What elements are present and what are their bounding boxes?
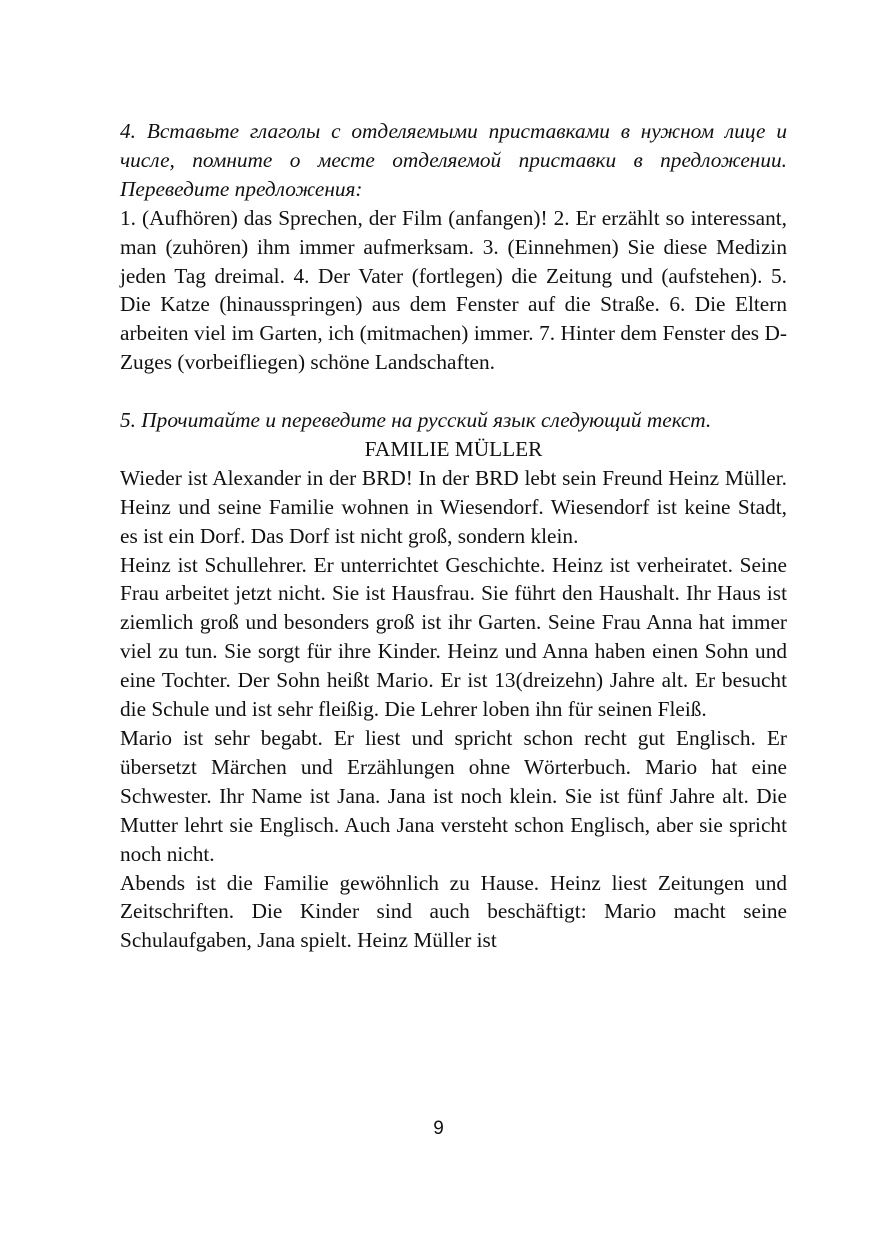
- section-spacer: [120, 377, 787, 406]
- text-paragraph: Abends ist die Familie gewöhnlich zu Hause. Heinz liest Zeitungen und Zeitschriften. Die Kinder sind auch beschäftigt: Mario macht seine Schulaufgaben, Jana spielt. Heinz Müller ist: [120, 870, 787, 953]
- page-number: 9: [433, 1118, 444, 1139]
- text-title: FAMILIE MÜLLER: [364, 436, 543, 461]
- task-5-instruction: 5. Прочитайте и переведите на русский язык следующий текст.: [120, 408, 712, 433]
- task-4-exercise-text: 1. (Aufhören) das Sprechen, der Film (anfangen)! 2. Er erzählt so interessant, man (zuhören) ihm immer aufmerksam. 3. (Einnehmen) Sie diese Medizin jeden Tag dreimal. 4. Der Vater (fortlegen) die Zeitung und (aufstehen). 5. Die Katze (hinausspringen) aus dem Fenster auf die Straße. 6. Die Eltern arbeiten viel im Garten, ich (mitmachen) immer. 7. Hinter dem Fenster des D-Zuges (vorbeifliegen) schöne Landschaften.: [120, 205, 787, 375]
- text-paragraph: Wieder ist Alexander in der BRD! In der BRD lebt sein Freund Heinz Müller. Heinz und seine Familie wohnen in Wiesendorf. Wiesendorf ist keine Stadt, es ist ein Dorf. Das Dorf ist nicht groß, sondern klein.: [120, 465, 787, 548]
- text-paragraph: Mario ist sehr begabt. Er liest und spricht schon recht gut Englisch. Er übersetzt Märchen und Erzählungen ohne Wörterbuch. Mario hat eine Schwester. Ihr Name ist Jana. Jana ist noch klein. Sie ist fünf Jahre alt. Die Mutter lehrt sie Englisch. Auch Jana versteht schon Englisch, aber sie spricht noch nicht.: [120, 726, 787, 866]
- task-4-instruction: 4. Вставьте глаголы с отделяемыми приставками в нужном лице и числе, помните о месте отделяемой приставки в предложении. Переведите предложения:: [120, 119, 787, 201]
- page-content: [120, 117, 787, 955]
- text-paragraph: Heinz ist Schullehrer. Er unterrichtet Geschichte. Heinz ist verheiratet. Seine Frau arbeitet jetzt nicht. Sie ist Hausfrau. Sie führt den Haushalt. Ihr Haus ist ziemlich groß und besonders groß ist ihr Garten. Seine Frau Anna hat immer viel zu tun. Sie sorgt für ihre Kinder. Heinz und Anna haben einen Sohn und eine Tochter. Der Sohn heißt Mario. Er ist 13(dreizehn) Jahre alt. Er besucht die Schule und ist sehr fleißig. Die Lehrer loben ihn für seinen Fleiß.: [120, 552, 787, 722]
